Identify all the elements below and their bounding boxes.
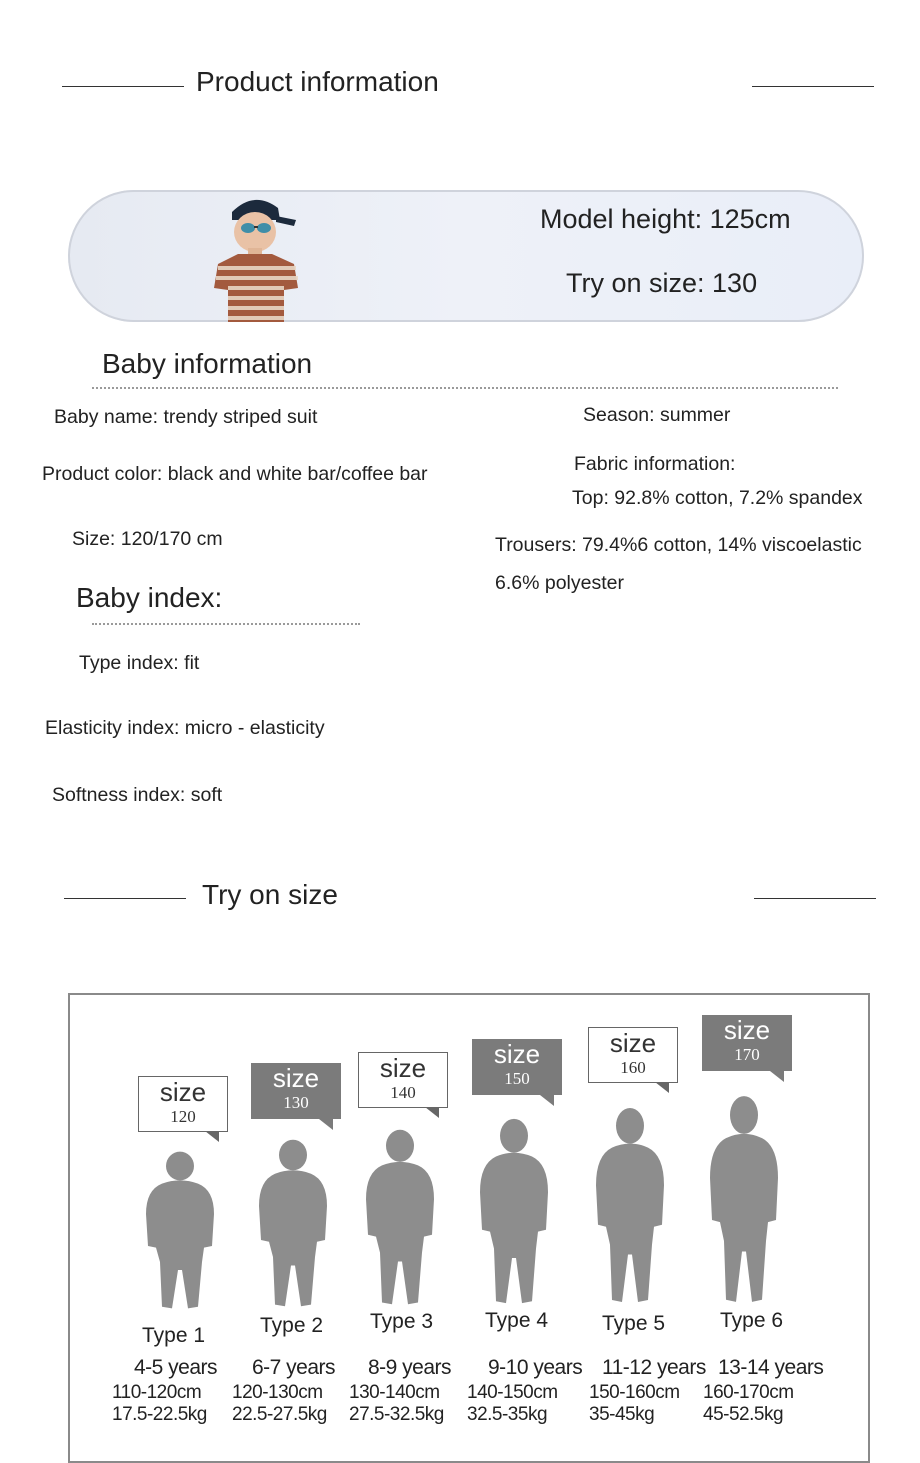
fabric-heading: Fabric information: <box>574 453 736 475</box>
elasticity-index: Elasticity index: micro - elasticity <box>45 717 325 739</box>
type-weight: 32.5-35kg <box>467 1404 548 1425</box>
size-bubble-value: 150 <box>504 1069 530 1088</box>
type-height: 110-120cm <box>112 1382 202 1403</box>
bubble-tail <box>770 1071 784 1082</box>
type-index: Type index: fit <box>79 652 200 674</box>
type-label: Type 2 <box>260 1314 324 1337</box>
type-height: 130-140cm <box>349 1382 440 1403</box>
product-info-title: Product information <box>196 66 439 97</box>
type-height: 160-170cm <box>703 1382 794 1403</box>
size-bubble-170 <box>702 1015 792 1071</box>
child-silhouette-120 <box>142 1150 218 1310</box>
child-silhouette-170 <box>706 1094 782 1304</box>
baby-name: Baby name: trendy striped suit <box>54 406 318 428</box>
type-age: 9-10 years <box>488 1356 583 1379</box>
size-bubble-word: size <box>493 1039 541 1069</box>
type-weight: 17.5-22.5kg <box>112 1404 207 1425</box>
bubble-tail <box>319 1119 333 1130</box>
size-bubble-value: 130 <box>283 1093 309 1112</box>
product-color: Product color: black and white bar/coffee bar <box>42 463 428 485</box>
child-silhouette-140 <box>362 1128 438 1306</box>
size-range: Size: 120/170 cm <box>72 528 223 550</box>
size-bubble-160 <box>588 1027 678 1083</box>
bubble-tail <box>425 1107 439 1118</box>
type-weight: 45-52.5kg <box>703 1404 784 1425</box>
model-height: Model height: 125cm <box>540 204 791 234</box>
size-bubble-value: 140 <box>390 1083 416 1102</box>
size-bubble-value: 160 <box>620 1058 646 1077</box>
bubble-tail <box>205 1131 219 1142</box>
size-bubble-140 <box>358 1052 448 1108</box>
type-height: 140-150cm <box>467 1382 558 1403</box>
baby-index-heading: Baby index: <box>76 582 223 613</box>
child-silhouette-160 <box>592 1106 668 1304</box>
season: Season: summer <box>583 404 731 426</box>
size-bubble-word: size <box>379 1053 427 1083</box>
type-weight: 27.5-32.5kg <box>349 1404 444 1425</box>
type-height: 150-160cm <box>589 1382 680 1403</box>
size-bubble-word: size <box>609 1028 657 1058</box>
type-label: Type 5 <box>602 1312 666 1335</box>
type-label: Type 4 <box>485 1309 549 1332</box>
type-age: 8-9 years <box>368 1356 452 1379</box>
type-age: 4-5 years <box>134 1356 218 1379</box>
type-weight: 35-45kg <box>589 1404 655 1425</box>
type-age: 13-14 years <box>718 1356 824 1379</box>
bubble-tail <box>540 1095 554 1106</box>
fabric-top: Top: 92.8% cotton, 7.2% spandex <box>572 487 863 509</box>
type-label: Type 1 <box>142 1324 206 1347</box>
size-bubble-value: 120 <box>170 1107 196 1126</box>
softness-index: Softness index: soft <box>52 784 223 806</box>
size-bubble-value: 170 <box>734 1045 760 1064</box>
try-on-size-title: Try on size <box>202 879 338 910</box>
try-on-size: Try on size: 130 <box>566 268 758 298</box>
size-bubble-130 <box>251 1063 341 1119</box>
type-weight: 22.5-27.5kg <box>232 1404 327 1425</box>
size-bubble-word: size <box>272 1063 320 1093</box>
child-silhouette-150 <box>476 1117 552 1305</box>
type-height: 120-130cm <box>232 1382 323 1403</box>
size-bubble-120 <box>138 1076 228 1132</box>
type-age: 11-12 years <box>602 1356 706 1379</box>
baby-info-heading: Baby information <box>102 348 313 379</box>
child-silhouette-130 <box>255 1138 331 1308</box>
size-bubble-word: size <box>159 1077 207 1107</box>
size-bubble-150 <box>472 1039 562 1095</box>
type-label: Type 6 <box>720 1309 784 1332</box>
type-age: 6-7 years <box>252 1356 336 1379</box>
fabric-polyester: 6.6% polyester <box>495 572 624 594</box>
fabric-trousers: Trousers: 79.4%6 cotton, 14% viscoelastic <box>495 534 862 556</box>
type-label: Type 3 <box>370 1310 434 1333</box>
bubble-tail <box>655 1082 669 1093</box>
size-bubble-word: size <box>723 1015 771 1045</box>
